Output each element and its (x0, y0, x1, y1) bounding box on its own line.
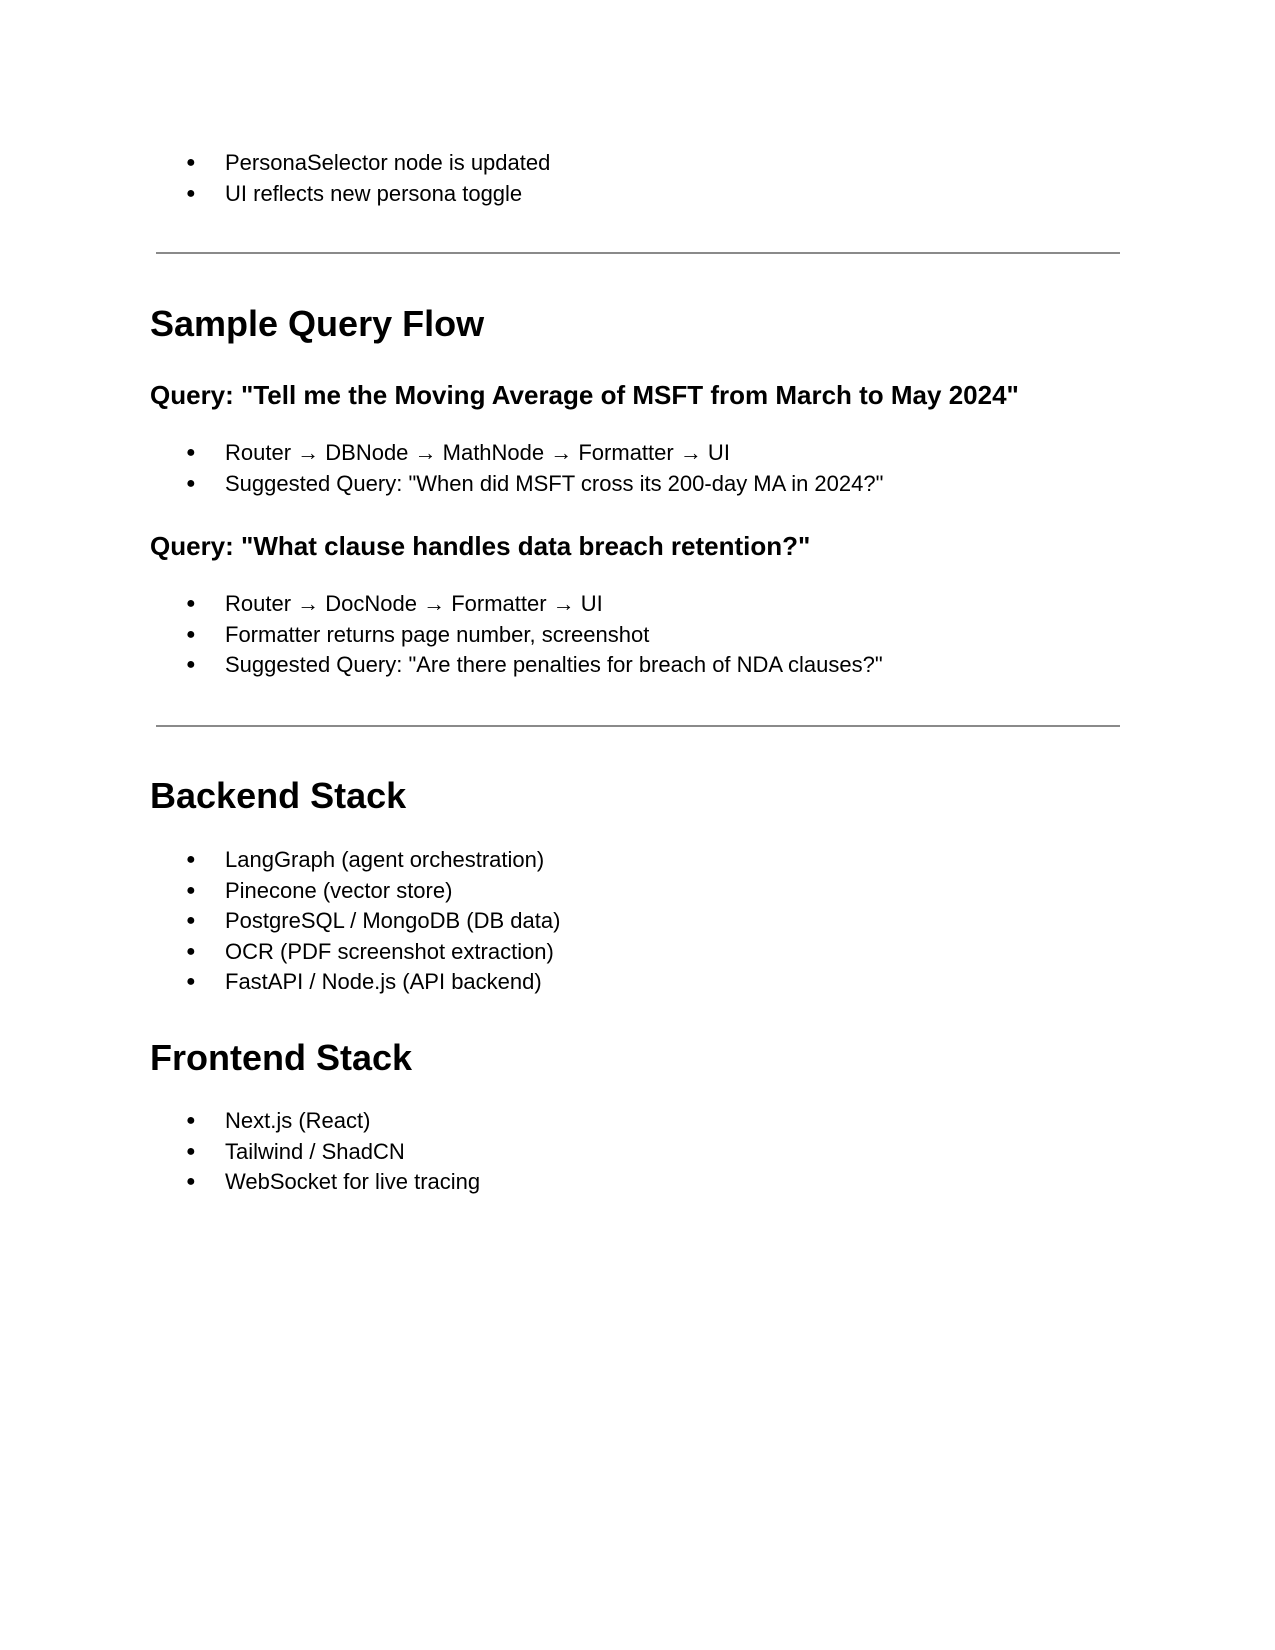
query-heading-msft: Query: "Tell me the Moving Average of MSFT from March to May 2024" (150, 380, 1019, 410)
bullet-icon: ● (186, 912, 196, 929)
bullet-icon: ● (186, 595, 196, 612)
list-item-text: Formatter returns page number, screenshot (225, 621, 650, 647)
bullet-icon: ● (186, 444, 196, 461)
bullet-icon: ● (186, 851, 196, 868)
list-item-text: Tailwind / ShadCN (225, 1138, 405, 1164)
list-item-text: Router → DBNode → MathNode → Formatter → UI (225, 440, 730, 465)
query-heading-data-breach: Query: "What clause handles data breach retention?" (150, 531, 811, 561)
list-item-text: Suggested Query: "When did MSFT cross its 200-day MA in 2024?" (225, 470, 884, 496)
list-item-text: Suggested Query: "Are there penalties for breach of NDA clauses?" (225, 652, 883, 677)
list-item-text: PersonaSelector node is updated (225, 150, 551, 175)
bullet-icon: ● (186, 184, 196, 202)
section-heading-backend-stack: Backend Stack (150, 775, 407, 816)
list-item-text: Next.js (React) (225, 1108, 371, 1133)
bullet-icon: ● (186, 656, 196, 673)
section-heading-frontend-stack: Frontend Stack (150, 1037, 413, 1078)
list-item-text: UI reflects new persona toggle (225, 180, 523, 206)
section-heading-sample-query-flow: Sample Query Flow (150, 303, 485, 344)
bullet-icon: ● (186, 474, 196, 492)
list-item-text: Router → DocNode → Formatter → UI (225, 591, 603, 616)
list-item-text: Pinecone (vector store) (225, 877, 453, 903)
list-item-text: WebSocket for live tracing (225, 1169, 481, 1194)
list-item-text: OCR (PDF screenshot extraction) (225, 938, 554, 964)
bullet-icon: ● (186, 625, 196, 643)
bullet-icon: ● (186, 942, 196, 960)
bullet-icon: ● (186, 973, 196, 990)
bullet-icon: ● (186, 1142, 196, 1160)
bullet-icon: ● (186, 881, 196, 899)
list-item-text: FastAPI / Node.js (API backend) (225, 969, 542, 994)
list-item-text: LangGraph (agent orchestration) (225, 847, 545, 872)
list-item-text: PostgreSQL / MongoDB (DB data) (225, 908, 561, 933)
bullet-icon: ● (186, 1173, 196, 1190)
horizontal-divider (156, 725, 1120, 727)
horizontal-divider (156, 252, 1120, 254)
bullet-icon: ● (186, 154, 196, 171)
bullet-icon: ● (186, 1112, 196, 1129)
